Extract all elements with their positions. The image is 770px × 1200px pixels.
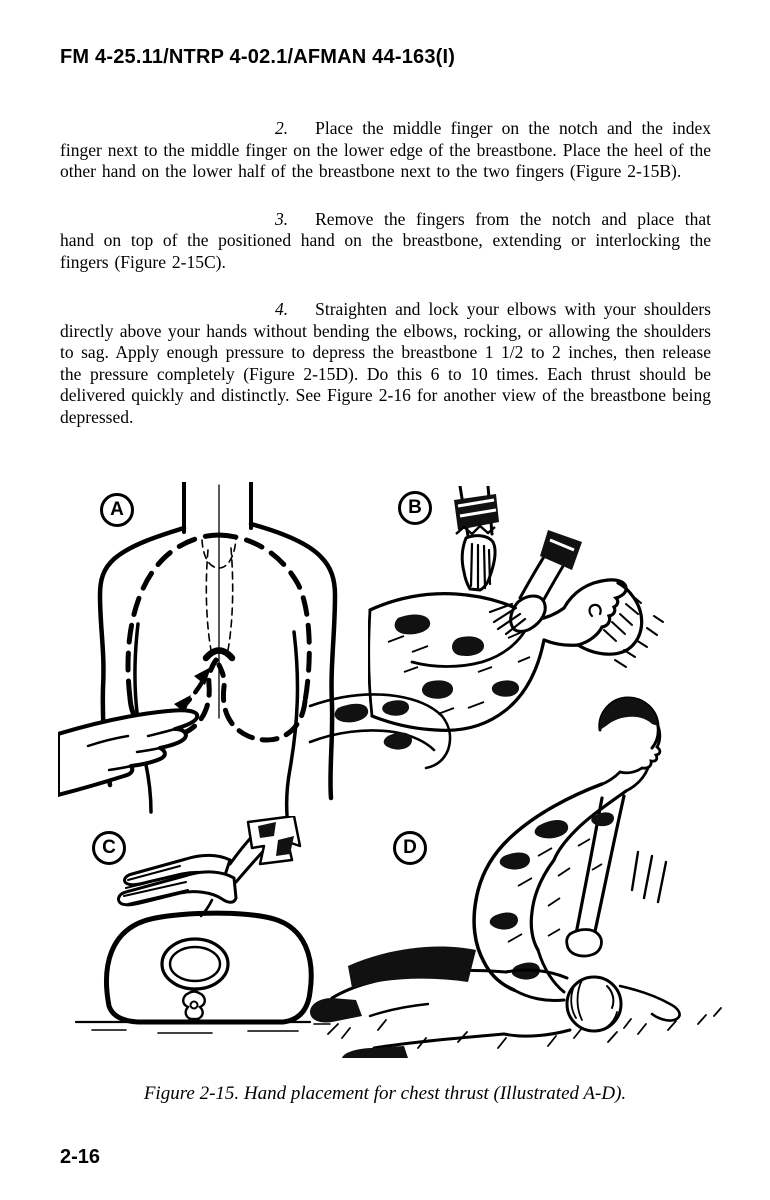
figure-label-c: C <box>92 831 126 865</box>
document-header-title: FM 4-25.11/NTRP 4-02.1/AFMAN 44-163(I) <box>60 46 456 68</box>
body-text-column <box>60 118 711 454</box>
paragraph-step-2 <box>60 118 711 183</box>
paragraph-step-2-number: 2. <box>275 118 289 138</box>
paragraph-step-3 <box>60 209 711 274</box>
figure-caption: Figure 2-15. Hand placement for chest thrust (Illustrated A-D). <box>143 1083 627 1104</box>
paragraph-step-2-text: Place the middle finger on the notch and the index finger next to the middle finger on the lower edge of the breastbone. Place the heel of the other hand on the lower half of the breastbone next to the two fingers (Figure 2-15B). <box>60 118 711 181</box>
figure-panel-d-chest-thrust-position-illustration <box>308 686 732 1060</box>
page-number: 2-16 <box>60 1146 101 1168</box>
paragraph-step-4-text: Straighten and lock your elbows with your shoulders directly above your hands without bending the elbows, rocking, or allowing the shoulders to sag. Apply enough pressure to depress the breastbone 1 1/2 to 2 inches, then release the pressure completely (Figure 2-15D). Do this 6 to 10 times. Each thrust should be delivered quickly and distinctly. See Figure 2-16 for another view of the breastbone being depressed. <box>60 299 711 427</box>
paragraph-step-4 <box>60 299 711 428</box>
figure-label-b: B <box>398 491 432 525</box>
figure-label-a: A <box>100 493 134 527</box>
paragraph-step-3-number: 3. <box>275 208 289 229</box>
figure-label-d: D <box>393 831 427 865</box>
paragraph-step-3-text: Remove the fingers from the notch and place that hand on top of the positioned hand on the breastbone, extending or interlocking the fingers (Figure 2-15C). <box>60 208 711 272</box>
paragraph-step-4-number: 4. <box>275 299 289 319</box>
